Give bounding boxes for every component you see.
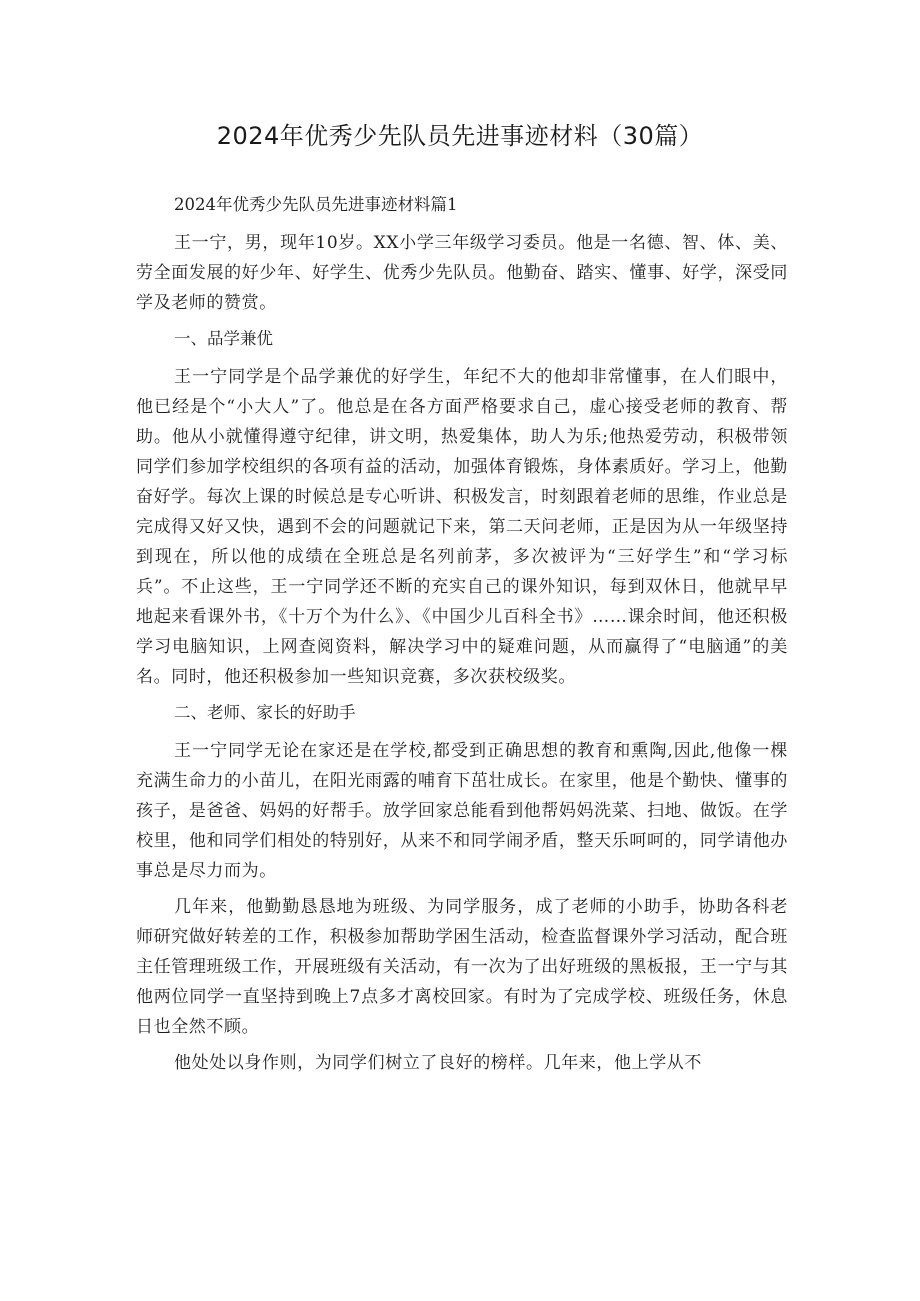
document-title: 2024年优秀少先队员先进事迹材料（30篇） <box>216 122 704 150</box>
paragraph-academic: 王一宁同学是个品学兼优的好学生，年纪不大的他却非常懂事，在人们眼中，他已经是个“小大人”了。他总是在各方面严格要求自己，虚心接受老师的教育、帮助。他从小就懂得遵守纪律，讲文明，热爱集体，助人为乐;他热爱劳动，积极带领同学们参加学校组织的各项有益的活动，加强体育锻炼，身体素质好。学习上，他勤奋好学。每次上课的时候总是专心听讲、积极发言，时刻跟着老师的思维，作业总是完成得又好又快，遇到不会的问题就记下来，第二天问老师，正是因为从一年级坚持到现在，所以他的成绩在全班总是名列前茅，多次被评为“三好学生”和“学习标兵”。不止这些，王一宁同学还不断的充实自己的课外知识，每到双休日，他就早早地起来看课外书，《十万个为什么》、《中国少儿百科全书》……课余时间，他还积极学习电脑知识，上网查阅资料，解决学习中的疑难问题，从而赢得了“电脑通”的美名。同时，他还积极参加一些知识竞赛，多次获校级奖。 <box>136 367 788 687</box>
subheading-academic: 一、品学兼优 <box>174 329 273 348</box>
paragraph-example: 他处处以身作则，为同学们树立了良好的榜样。几年来，他上学从不 <box>174 1053 702 1073</box>
paragraph-home-school: 王一宁同学无论在家还是在学校,都受到正确思想的教育和熏陶,因此,他像一棵充满生命力的小苗儿，在阳光雨露的哺育下茁壮成长。在家里，他是个勤快、懂事的孩子，是爸爸、妈妈的好帮手。放学回家总能看到他帮妈妈洗菜、扫地、做饭。在学校里，他和同学们相处的特别好，从来不和同学闹矛盾，整天乐呵呵的，同学请他办事总是尽力而为。 <box>136 741 788 881</box>
paragraph-intro: 王一宁，男，现年10岁。XX小学三年级学习委员。他是一名德、智、体、美、劳全面发展的好少年、好学生、优秀少先队员。他勤奋、踏实、懂事、好学，深受同学及老师的赞赏。 <box>136 233 788 313</box>
paragraph-service: 几年来，他勤勤恳恳地为班级、为同学服务，成了老师的小助手，协助各科老师研究做好转差的工作，积极参加帮助学困生活动，检查监督课外学习活动，配合班主任管理班级工作，开展班级有关活动，有一次为了出好班级的黑板报，王一宁与其他两位同学一直坚持到晚上7点多才离校回家。有时为了完成学校、班级任务，休息日也全然不顾。 <box>136 897 788 1037</box>
subheading-helper: 二、老师、家长的好助手 <box>174 703 356 722</box>
section-title: 2024年优秀少先队员先进事迹材料篇1 <box>174 195 458 214</box>
document-body <box>136 190 788 1078</box>
